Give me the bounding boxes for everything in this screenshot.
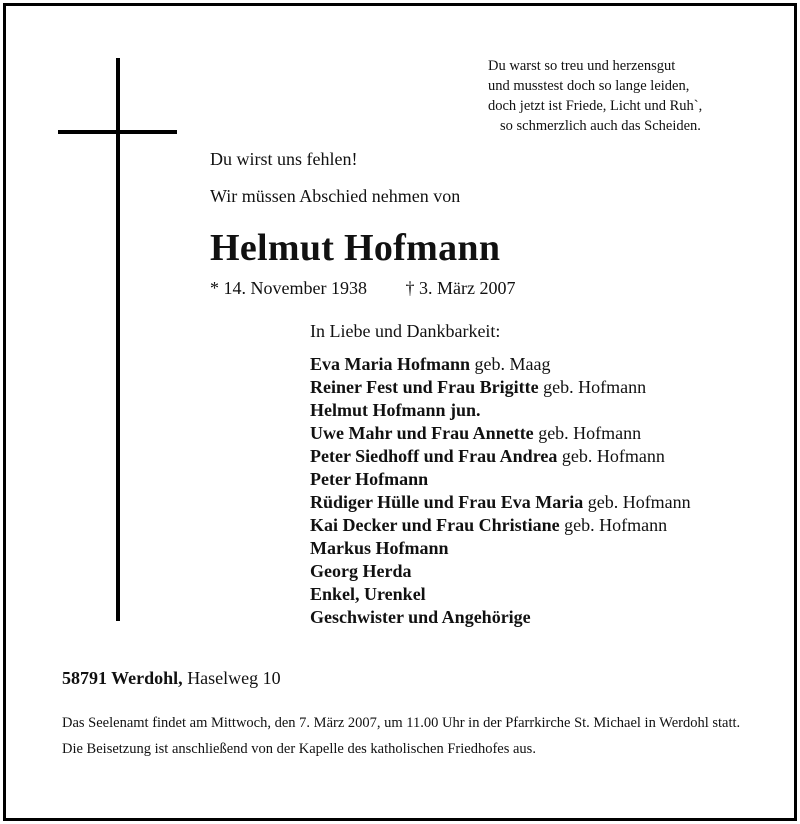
mourner-name: Eva Maria Hofmann [310, 354, 470, 374]
birth-date: * 14. November 1938 [210, 278, 367, 298]
cross-horizontal-bar [58, 130, 177, 134]
poem-line: und musstest doch so lange leiden, [488, 78, 690, 94]
mourner-name: Georg Herda [310, 561, 412, 581]
mourner-line [310, 514, 691, 537]
mourner-line [310, 422, 691, 445]
mourner-suffix: geb. Hofmann [533, 423, 642, 443]
mourner-name: Enkel, Urenkel [310, 584, 426, 604]
mourners-list [310, 353, 691, 629]
mourner-suffix: geb. Hofmann [538, 377, 647, 397]
poem-line: Du warst so treu und herzensgut [488, 58, 676, 74]
dedication: In Liebe und Dankbarkeit: [310, 321, 501, 341]
mourner-line [310, 445, 691, 468]
mourner-line [310, 560, 691, 583]
mourner-line [310, 399, 691, 422]
intro-line-1: Du wirst uns fehlen! [210, 149, 358, 169]
mourner-name: Geschwister und Angehörige [310, 607, 531, 627]
mourner-line [310, 491, 691, 514]
mourner-line [310, 583, 691, 606]
address-city: 58791 Werdohl, [62, 668, 183, 688]
mourner-line [310, 606, 691, 629]
mourner-line [310, 353, 691, 376]
deceased-name: Helmut Hofmann [210, 227, 501, 269]
mourner-name: Markus Hofmann [310, 538, 449, 558]
mourner-name: Uwe Mahr und Frau Annette [310, 423, 534, 443]
mourner-suffix: geb. Hofmann [583, 492, 691, 512]
mourner-suffix: geb. Hofmann [557, 446, 665, 466]
burial-note: Die Beisetzung ist anschließend von der Kapelle des katholischen Friedhofes aus. [62, 741, 536, 757]
mourner-line [310, 376, 691, 399]
poem-line: doch jetzt ist Friede, Licht und Ruh`, [488, 98, 703, 114]
intro-line-2: Wir müssen Abschied nehmen von [210, 186, 461, 206]
life-dates [210, 278, 515, 299]
mourner-name: Helmut Hofmann jun. [310, 400, 481, 420]
cross-vertical-bar [116, 58, 120, 621]
requiem-note: Das Seelenamt findet am Mittwoch, den 7. März 2007, um 11.00 Uhr in der Pfarrkirche St. Michael in Werdohl statt. [62, 715, 741, 731]
family-address [62, 668, 281, 689]
mourner-name: Rüdiger Hülle und Frau Eva Maria [310, 492, 584, 512]
mourner-suffix: geb. Hofmann [559, 515, 668, 535]
service-notes [62, 713, 762, 765]
mourner-name: Peter Siedhoff und Frau Andrea [310, 446, 558, 466]
mourner-line [310, 537, 691, 560]
poem-line: so schmerzlich auch das Scheiden. [500, 118, 701, 134]
address-street: Haselweg 10 [182, 668, 281, 688]
mourner-name: Peter Hofmann [310, 469, 429, 489]
mourner-name: Reiner Fest und Frau Brigitte [310, 377, 539, 397]
poem [488, 56, 702, 136]
mourner-line [310, 468, 691, 491]
obituary-card [3, 3, 797, 821]
mourner-name: Kai Decker und Frau Christiane [310, 515, 560, 535]
death-date: † 3. März 2007 [405, 278, 516, 298]
mourner-suffix: geb. Maag [470, 354, 551, 374]
